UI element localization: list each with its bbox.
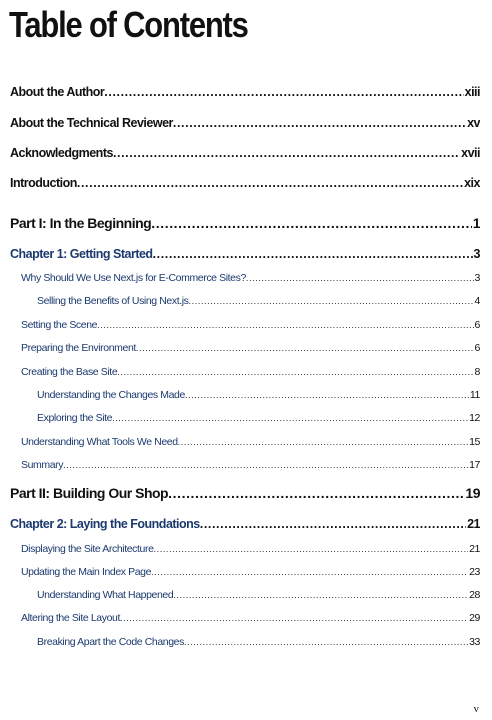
toc-entry-label: Preparing the Environment [21,342,136,354]
toc-entry-introduction[interactable] [10,176,480,190]
leader-dots [112,413,468,423]
leader-dots [104,85,463,99]
page-number: v [473,703,479,715]
leader-dots [63,460,468,470]
toc-section[interactable] [21,612,480,624]
toc-entry-label: Breaking Apart the Code Changes [37,636,184,648]
toc-entry-page: 33 [469,636,480,648]
toc-entry-page: 3 [473,247,480,261]
toc-part-1[interactable] [10,215,480,231]
leader-dots [77,176,463,190]
toc-entry-page: 12 [469,412,480,424]
toc-entry-label: Creating the Base Site [21,366,118,378]
page-title: Table of Contents [9,4,248,45]
leader-dots [178,437,468,447]
toc-section[interactable] [21,459,480,471]
leader-dots [153,247,473,261]
leader-dots [97,320,473,330]
leader-dots [120,613,468,623]
toc-entry-label: Part II: Building Our Shop [10,485,169,501]
leader-dots [173,116,466,130]
toc-entry-label: Understanding What Happened [37,589,174,601]
toc-entry-label: Introduction [10,176,77,190]
toc-entry-label: Summary [21,459,64,471]
toc-chapter-2[interactable] [10,517,480,531]
toc-subsection[interactable] [37,412,480,424]
toc-section[interactable] [21,436,480,448]
leader-dots [246,273,474,283]
toc-section[interactable] [21,272,480,284]
leader-dots [200,517,466,531]
toc-entry-page: 17 [469,459,480,471]
toc-entry-page: xiii [464,85,480,99]
toc-section[interactable] [21,543,480,555]
toc-entry-label: About the Author [10,85,105,99]
toc-entry-label: Part I: In the Beginning [10,215,152,231]
leader-dots [151,567,468,577]
leader-dots [185,390,469,400]
toc-entry-label: Altering the Site Layout [21,612,120,624]
leader-dots [189,296,474,306]
toc-entry-page: 11 [469,389,480,401]
toc-entry-technical-reviewer[interactable] [10,116,480,130]
leader-dots [151,215,471,231]
toc-entry-page: 6 [474,319,480,331]
toc-part-2[interactable] [10,485,480,501]
toc-entry-page: 29 [469,612,480,624]
toc-entry-page: 21 [469,543,480,555]
toc-entry-page: 6 [474,342,480,354]
toc-entry-acknowledgments[interactable] [10,146,480,160]
toc-entry-label: Why Should We Use Next.js for E-Commerce Sites? [21,272,246,284]
toc-entry-label: Acknowledgments [10,146,113,160]
toc-entry-page: xv [467,116,480,130]
toc-section[interactable] [21,319,480,331]
toc-entry-label: Understanding What Tools We Need [21,436,178,448]
toc-entry-label: Displaying the Site Architecture [21,543,154,555]
toc-entry-label: Chapter 2: Laying the Foundations [10,517,200,531]
toc-entry-page: 4 [474,295,480,307]
toc-entry-page: 8 [474,366,480,378]
toc-entry-label: Chapter 1: Getting Started [10,247,153,261]
toc-entry-label: Selling the Benefits of Using Next.js [37,295,189,307]
toc-entry-page: xix [464,176,480,190]
toc-entry-page: 21 [467,517,480,531]
toc-entry-label: About the Technical Reviewer [10,116,173,130]
toc-section[interactable] [21,566,480,578]
toc-entry-page: 1 [472,215,480,231]
toc-entry-page: 15 [469,436,480,448]
toc-entry-about-author[interactable] [10,85,480,99]
leader-dots [136,343,474,353]
leader-dots [173,590,468,600]
toc-section[interactable] [21,366,480,378]
toc-entry-page: 19 [465,485,480,501]
toc-subsection[interactable] [37,295,480,307]
leader-dots [184,637,468,647]
toc-entry-page: 28 [469,589,480,601]
toc-subsection[interactable] [37,636,480,648]
leader-dots [168,485,464,501]
toc-section[interactable] [21,342,480,354]
toc-entry-label: Exploring the Site [37,412,113,424]
toc-entry-page: 3 [474,272,480,284]
toc-chapter-1[interactable] [10,247,480,261]
leader-dots [154,544,469,554]
toc-subsection[interactable] [37,389,480,401]
toc-subsection[interactable] [37,589,480,601]
toc-entry-label: Updating the Main Index Page [21,566,152,578]
leader-dots [117,367,473,377]
toc-entry-label: Setting the Scene [21,319,98,331]
leader-dots [113,146,460,160]
toc-entry-page: xvii [461,146,480,160]
toc-entry-label: Understanding the Changes Made [37,389,185,401]
toc-entry-page: 23 [469,566,480,578]
